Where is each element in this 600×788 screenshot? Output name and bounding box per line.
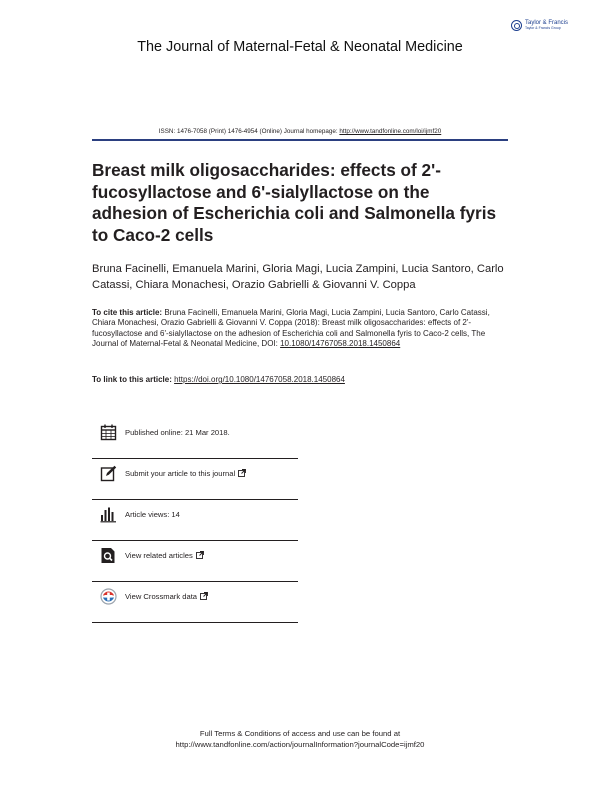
citation-doi-link[interactable]: 10.1080/14767058.2018.1450864 bbox=[280, 338, 401, 348]
taylor-francis-logo-icon bbox=[511, 20, 522, 31]
header-divider bbox=[92, 139, 508, 141]
citation-block bbox=[92, 308, 504, 349]
author-list: Bruna Facinelli, Emanuela Marini, Gloria Magi, Lucia Zampini, Lucia Santoro, Carlo Catassi, Chiara Monachesi, Orazio Gabrielli & Giovanni V. Coppa bbox=[92, 263, 504, 291]
published-online-text: Published online: 21 Mar 2018. bbox=[125, 428, 230, 437]
issn-text: ISSN: 1476-7058 (Print) 1476-4954 (Online) Journal homepage: bbox=[158, 128, 340, 135]
submit-article-text: Submit your article to this journal bbox=[125, 469, 236, 478]
article-views-text: Article views: 14 bbox=[125, 510, 180, 519]
publisher-subtitle: Taylor & Francis Group bbox=[525, 26, 561, 31]
calendar-icon bbox=[100, 424, 117, 441]
bar-chart-icon bbox=[100, 506, 117, 523]
article-link-line bbox=[92, 375, 504, 384]
crossmark-text: View Crossmark data bbox=[125, 592, 198, 601]
crossmark-item[interactable] bbox=[92, 582, 298, 623]
external-link-icon bbox=[238, 469, 246, 477]
article-doi-link[interactable]: https://doi.org/10.1080/14767058.2018.1450864 bbox=[174, 375, 345, 384]
citation-label: To cite this article: bbox=[92, 308, 163, 317]
journal-homepage-link[interactable]: http://www.tandfonline.com/loi/ijmf20 bbox=[339, 128, 442, 135]
issn-line bbox=[0, 128, 600, 135]
journal-title: The Journal of Maternal-Fetal & Neonatal Medicine bbox=[137, 39, 463, 55]
submit-article-item[interactable] bbox=[92, 459, 298, 500]
publisher-name: Taylor & Francis bbox=[525, 20, 569, 27]
footer-terms bbox=[0, 728, 600, 751]
publisher-logo[interactable] bbox=[511, 20, 568, 31]
article-info-list bbox=[92, 418, 298, 623]
crossmark-icon bbox=[100, 588, 117, 605]
external-link-icon bbox=[200, 592, 208, 600]
footer-terms-text: Full Terms & Conditions of access and use can be found at bbox=[199, 729, 401, 738]
article-link-label: To link to this article: bbox=[92, 375, 175, 384]
published-online-item bbox=[92, 418, 298, 459]
crossmark-link[interactable] bbox=[125, 592, 208, 601]
related-articles-text: View related articles bbox=[125, 551, 193, 560]
item-divider bbox=[92, 622, 298, 623]
footer-terms-link[interactable]: http://www.tandfonline.com/action/journalInformation?journalCode=ijmf20 bbox=[175, 740, 425, 750]
submit-article-link[interactable] bbox=[125, 469, 246, 478]
submit-article-icon bbox=[100, 465, 117, 482]
article-title: Breast milk oligosaccharides: effects of 2'-fucosyllactose and 6'-sialyllactose on the adhesion of Escherichia coli and Salmonella fyris to Caco-2 cells bbox=[92, 160, 497, 245]
related-articles-link[interactable] bbox=[125, 551, 204, 560]
external-link-icon bbox=[196, 551, 204, 559]
article-views-item bbox=[92, 500, 298, 541]
related-articles-icon bbox=[100, 547, 117, 564]
related-articles-item[interactable] bbox=[92, 541, 298, 582]
citation-text: Bruna Facinelli, Emanuela Marini, Gloria Magi, Lucia Zampini, Lucia Santoro, Carlo Catassi, Chiara Monachesi, Orazio Gabrielli & Giovanni V. Coppa (2018): Breast milk oligosaccharides: effects of 2'-fucosyllactose and 6'-sialyllactose on the adhesion of Escherichia coli and Salmonella fyris to Caco-2 cells, The Journal of Maternal-Fetal & Neonatal Medicine, DOI: bbox=[92, 308, 490, 348]
